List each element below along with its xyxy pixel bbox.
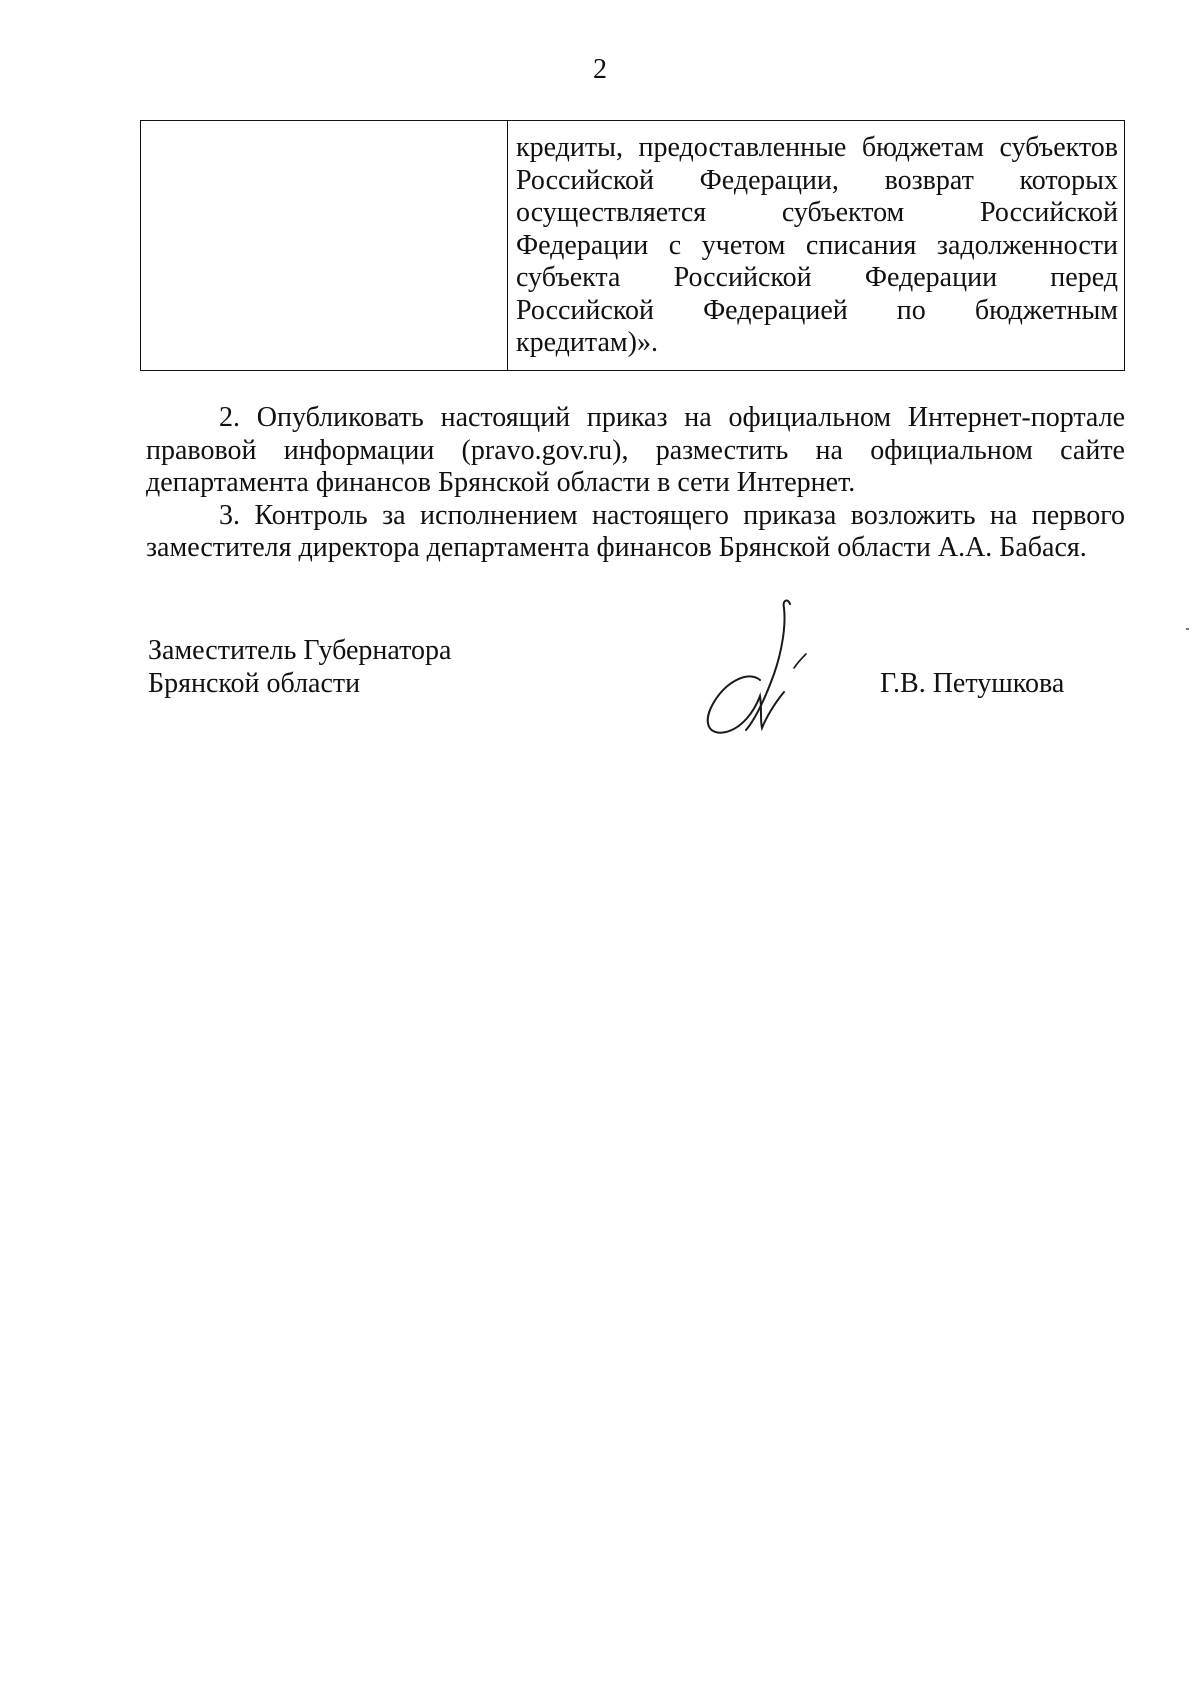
page-number: 2: [593, 54, 607, 85]
signatory-name: Г.В. Петушкова: [880, 668, 1065, 699]
table-cell-right-text: кредиты, предоставленные бюджетам субъектов Российской Федерации, возврат которых осуществляется субъектом Российской Федерации с учетом списания задолженности субъекта Российской Федерации перед Российской Федерацией по бюджетным кредитам)».: [516, 132, 1118, 358]
signatory-position-line1: Заместитель Губернатора: [148, 635, 452, 666]
table-row: [141, 121, 1125, 371]
scan-speck: [1186, 628, 1189, 630]
paragraph-control: 3. Контроль за исполнением настоящего приказа возложить на первого заместителя директора департамента финансов Брянской области А.А. Бабася.: [146, 499, 1125, 563]
handwritten-signature: [698, 596, 818, 736]
signatory-position: [148, 635, 451, 700]
paragraph-publish: 2. Опубликовать настоящий приказ на официальном Интернет-портале правовой информации (pravo.gov.ru), разместить на официальном сайте департамента финансов Брянской области в сети Интернет.: [146, 402, 1125, 498]
continuation-table: [140, 120, 1125, 371]
signatory-position-line2: Брянской области: [148, 667, 361, 699]
body-paragraphs: [146, 402, 1125, 565]
table-cell-left: [141, 121, 508, 371]
table-cell-left-text: [141, 121, 507, 142]
table-cell-right: [508, 121, 1125, 371]
